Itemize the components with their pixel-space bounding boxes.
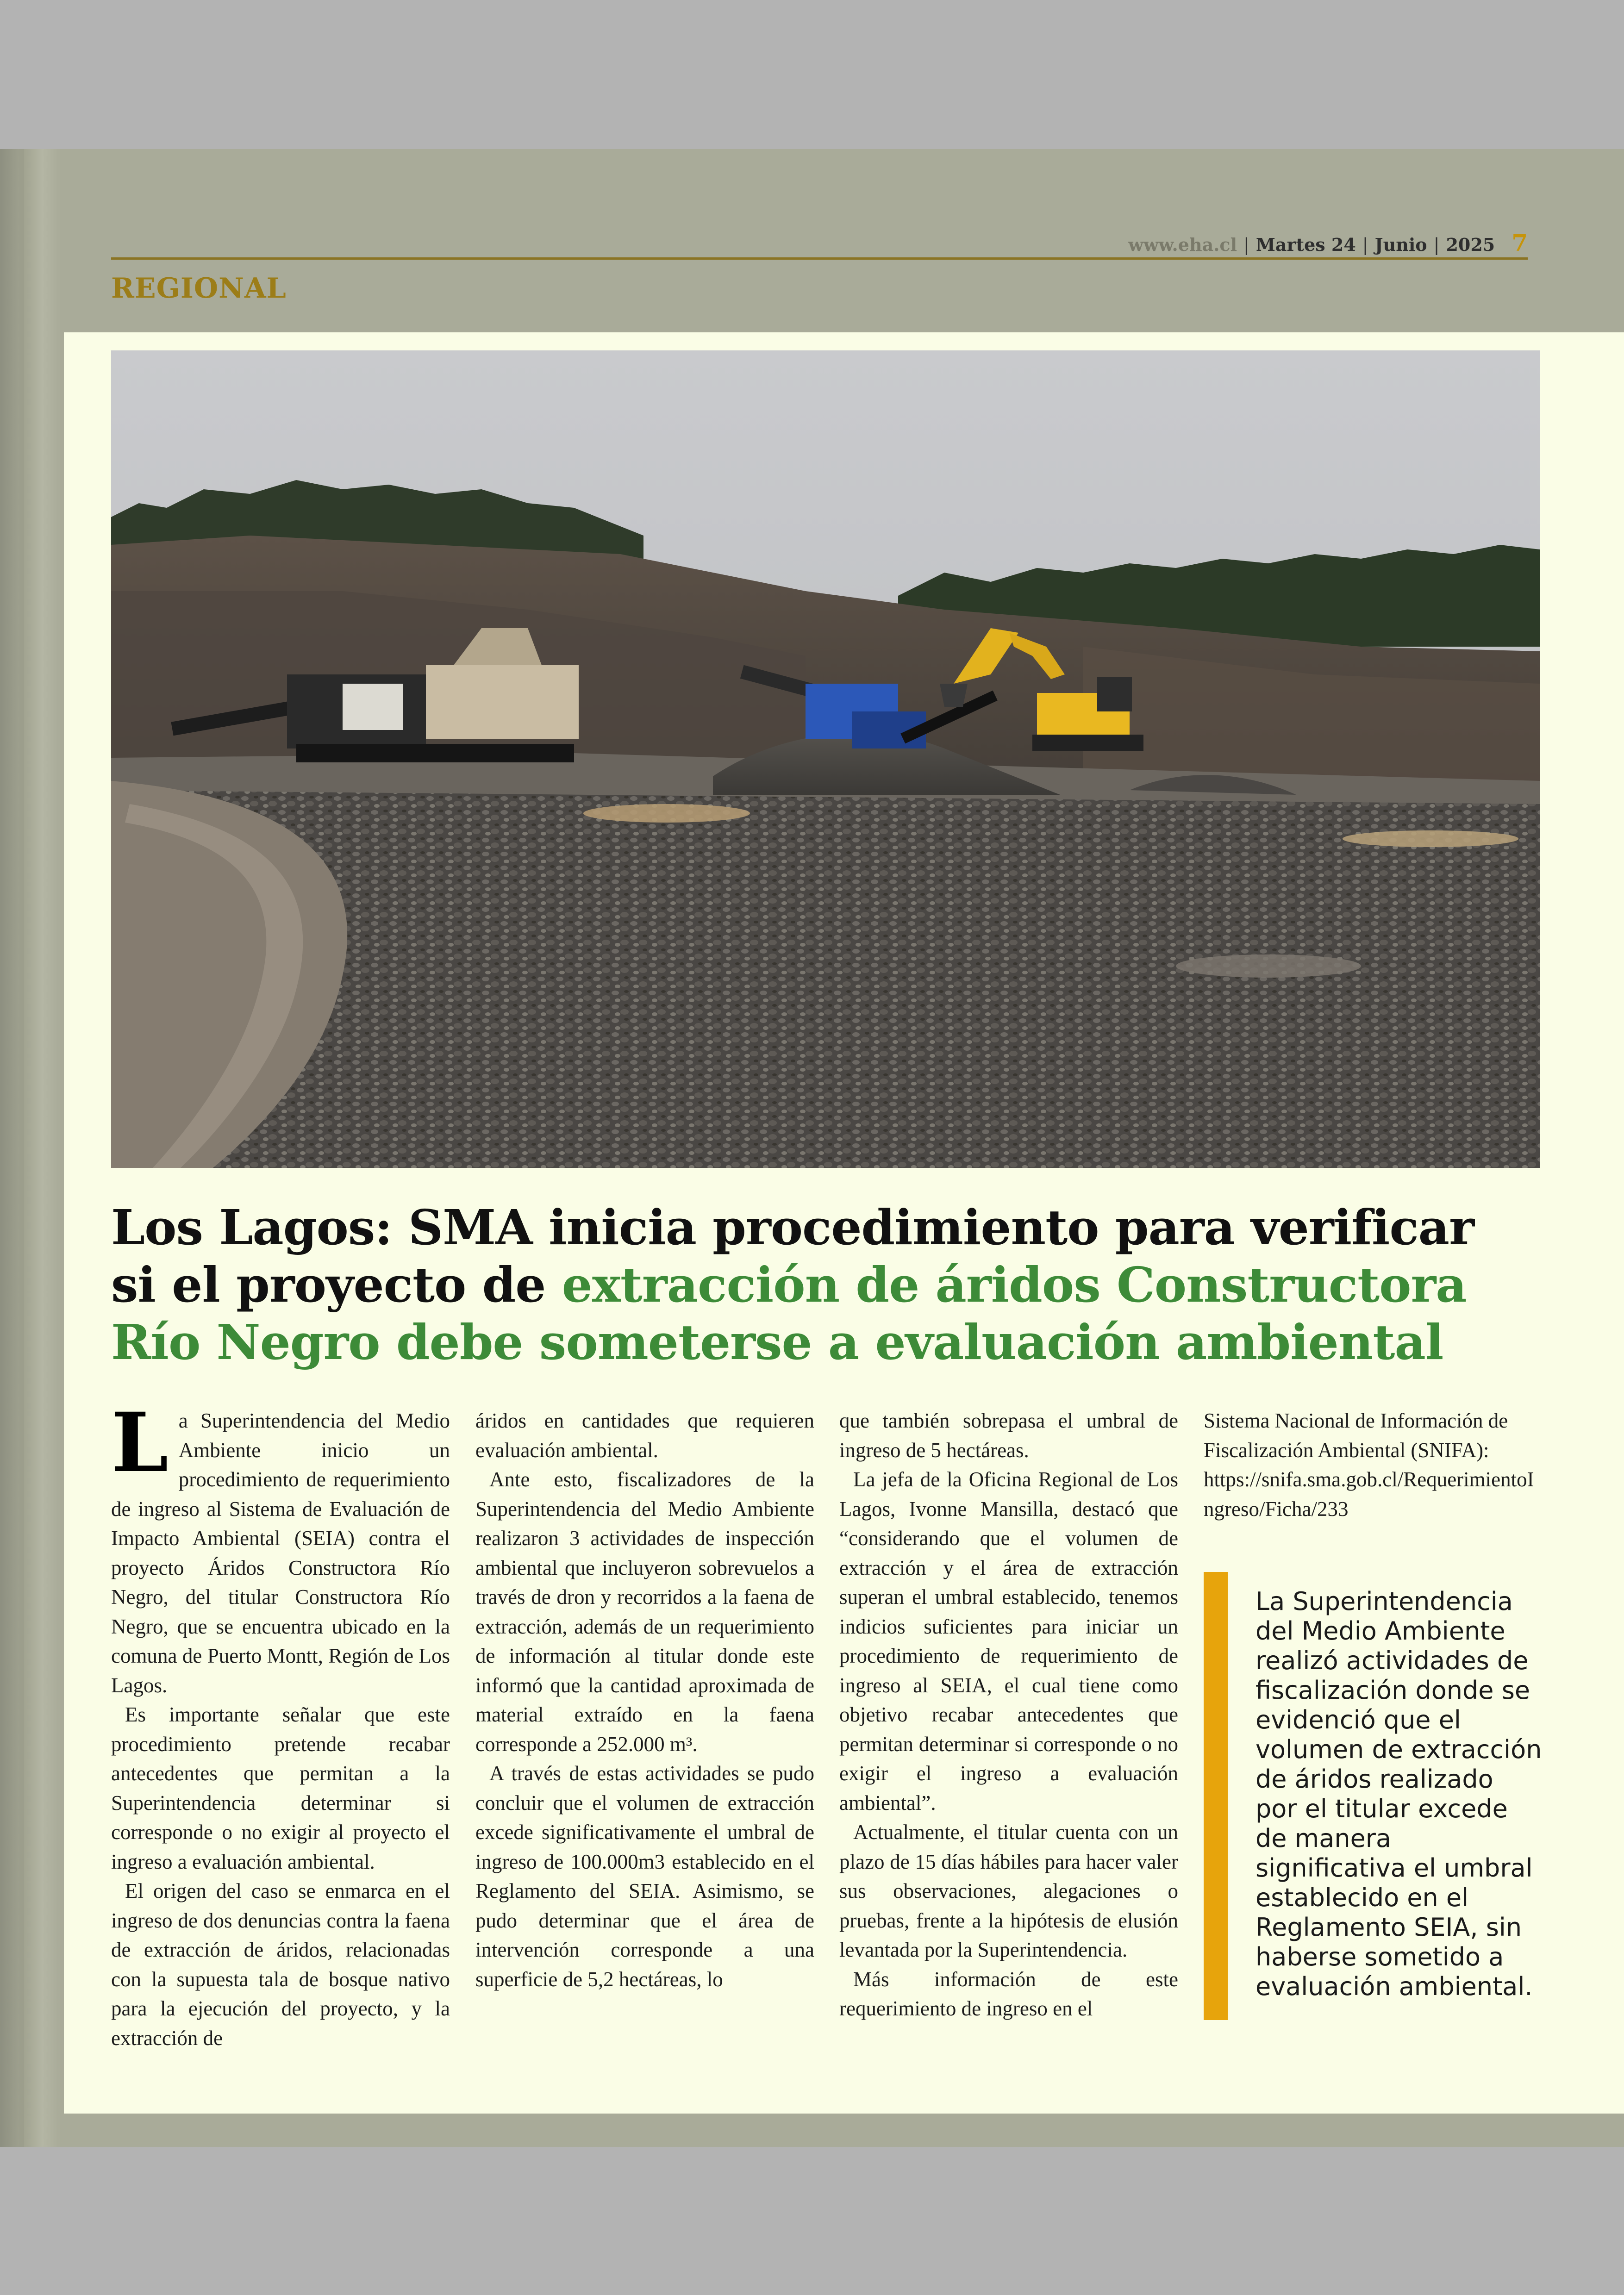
- binding-line: [19, 149, 24, 2147]
- article-column-2: [475, 1406, 814, 1994]
- paragraph-8: La jefa de la Oficina Regional de Los Lagos, Ivonne Mansilla, destacó que “considerando que el volumen de extracción y el área de extracción superan el umbral establecido, tenemos indicios suficientes para iniciar un procedimiento de requerimiento de ingreso al SEIA, el cual tiene como objetivo recabar antecedentes que permitan determinar si corresponde o no exigir el ingreso a evaluación ambiental”.: [839, 1468, 1178, 1815]
- paragraph-7: que también sobrepasa el umbral de ingreso de 5 hectáreas.: [839, 1409, 1178, 1462]
- header-rule: [111, 257, 1528, 260]
- paragraph-3: El origen del caso se enmarca en el ingreso de dos denuncias contra la faena de extracción de áridos, relacionadas con la supuesta tala de bosque nativo para la ejecución del proyecto, y la extracción de: [111, 1879, 450, 2050]
- pull-quote-bar: [1204, 1572, 1228, 2020]
- paragraph-10: Más información de este requerimiento de ingreso en el: [839, 1967, 1178, 2020]
- article-headline: [111, 1199, 1523, 1371]
- article-column-3: [839, 1406, 1178, 2024]
- paragraph-5: Ante esto, fiscalizadores de la Superintendencia del Medio Ambiente realizaron 3 actividades de inspección ambiental que incluyeron sobrevuelos a través de dron y recorridos a la faena de extracción, además de un requerimiento de información al titular donde este informó que la cantidad aproximada de material extraído en la faena corresponde a 252.000 m³.: [475, 1468, 814, 1756]
- paragraph-6: A través de estas actividades se pudo concluir que el volumen de extracción excede significativamente el umbral de ingreso de 100.000m3 establecido en el Reglamento del SEIA. Asimismo, se pudo determinar que el área de intervención corresponde a una superficie de 5,2 hectáreas, lo: [475, 1762, 814, 1991]
- binding-shadow: [0, 149, 60, 2147]
- header-month: Junio: [1374, 234, 1427, 255]
- paragraph-1-text: a Superintendencia del Medio Ambiente inicio un procedimiento de requerimiento de ingreso al Sistema de Evaluación de Impacto Ambiental (SEIA) contra el proyecto Áridos Constructora Río Negro, del titular Constructora Río Negro, que se encuentra ubicado en la comuna de Puerto Montt, Región de Los Lagos.: [111, 1409, 450, 1697]
- pull-quote: La Superintendencia del Medio Ambiente realizó actividades de fiscalización donde se evidenció que el volumen de extracción de áridos realizado por el titular excede de manera significativa el umbral establecido en el Reglamento SEIA, sin haberse sometido a evaluación ambiental.: [1255, 1587, 1542, 2001]
- quarry-photo-illustration: [111, 350, 1540, 1168]
- header-day: Martes 24: [1255, 234, 1356, 255]
- drop-cap: L: [111, 1395, 169, 1491]
- paragraph-11: Sistema Nacional de Información de Fiscalización Ambiental (SNIFA): https://snifa.sma.gob.cl/RequerimientoIngreso/Ficha/233: [1204, 1409, 1534, 1521]
- page-header: [111, 229, 1528, 262]
- header-year: 2025: [1446, 234, 1495, 255]
- paragraph-1: [111, 1395, 450, 1700]
- article-column-1: [111, 1395, 450, 2053]
- site-url: www.eha.cl: [1128, 234, 1237, 255]
- page-bottom-frame: [64, 2114, 1624, 2147]
- page-number: 7: [1512, 229, 1528, 256]
- article-column-4: [1204, 1406, 1543, 1524]
- paragraph-2: Es importante señalar que este procedimiento pretende recabar antecedentes que permitan a la Superintendencia determinar si corresponde o no exigir al proyecto el ingreso a evaluación ambiental.: [111, 1703, 450, 1873]
- headline-highlight: extracción de áridos Constructora Río Negro debe someterse a evaluación ambiental: [111, 1256, 1467, 1371]
- quarry-photo: [111, 350, 1540, 1168]
- header-meta: www.eha.cl | Martes 24 | Junio | 2025 7: [1128, 229, 1528, 256]
- section-label: REGIONAL: [111, 272, 287, 305]
- headline-part1: Los Lagos: SMA inicia procedimiento para verificar si el proyecto de: [111, 1199, 1474, 1313]
- paragraph-4: áridos en cantidades que requieren evaluación ambiental.: [475, 1409, 814, 1462]
- paragraph-9: Actualmente, el titular cuenta con un plazo de 15 días hábiles para hacer valer sus observaciones, alegaciones o pruebas, frente a la hipótesis de elusión levantada por la Superintendencia.: [839, 1821, 1178, 1961]
